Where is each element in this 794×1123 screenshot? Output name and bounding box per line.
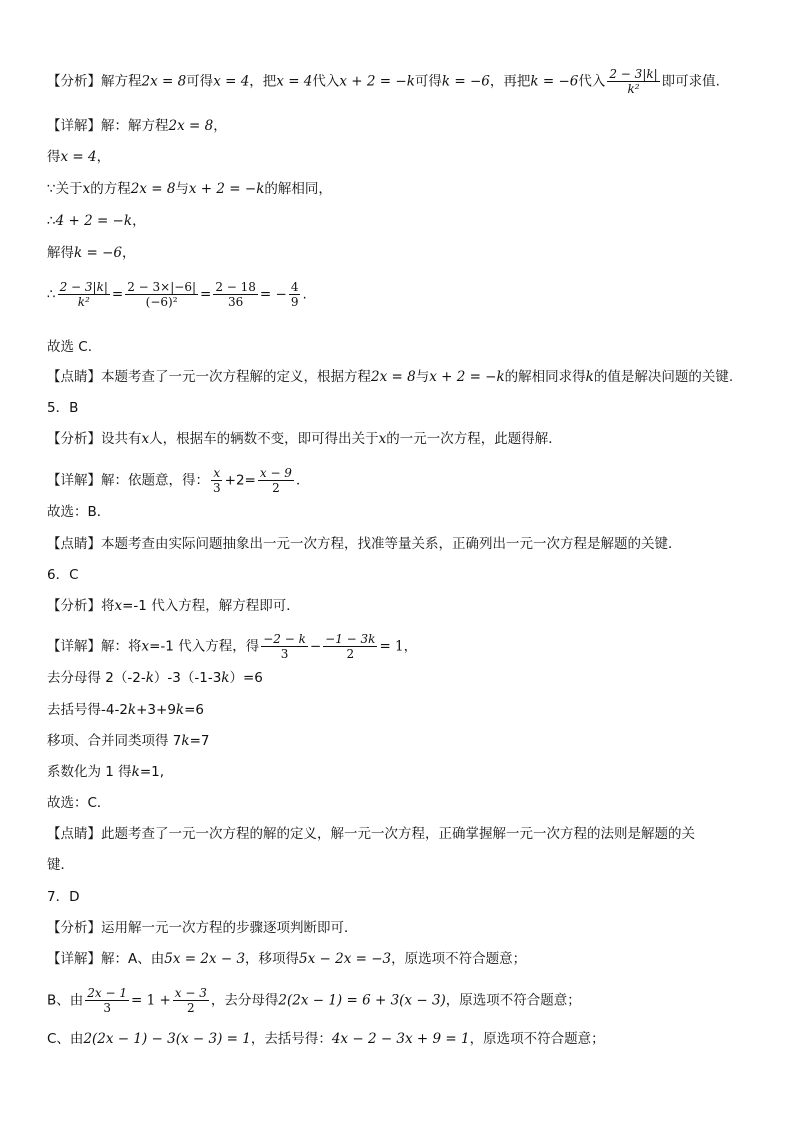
analysis-line-1: [47, 67, 720, 96]
q6-comment-cont: 键．: [47, 857, 74, 873]
fraction: $\frac{2 - 3|k|}{\text{k²}}$: [609, 67, 658, 96]
comment-line: 【点睛】本题考查了一元一次方程解的定义，根据方程2x = 8与x + 2 = −k的解相同求得k的值是解决问题的关键.: [47, 369, 734, 385]
fraction: $\frac{2 - 3|k|}{\text{k²}}$: [59, 280, 108, 309]
fraction: $\frac{x}{3}$: [213, 466, 221, 495]
q6-comment: 【点睛】此题考查了一元一次方程的解的定义，解一元一次方程，正确掌握解一元一次方程的法则是解题的关: [47, 826, 695, 842]
q6-step-1: 去分母得 2（-2-k）-3（-1-3k）=6: [47, 670, 263, 686]
fraction: $\frac{2x - 1}{3}$: [87, 986, 127, 1015]
fraction: $\frac{x - 3}{2}$: [174, 986, 207, 1015]
detail-line-3: ∵关于x的方程2x = 8与x + 2 = −k的解相同，: [47, 181, 332, 197]
math: 2x = 8: [141, 73, 187, 90]
math: x = 4: [213, 73, 250, 90]
q6-step-2: 去括号得-4-2k+3+9k=6: [47, 702, 205, 718]
text: ，再把: [489, 73, 531, 90]
fraction: $\frac{4}{9}$: [290, 280, 299, 309]
fraction: $\frac{2 - 18}{36}$: [215, 280, 256, 309]
text: 可得: [186, 73, 214, 90]
math: k = −6: [441, 73, 490, 90]
fraction: $\frac{2 - 3\times|-6|}{\text{(−6)²}}$: [127, 280, 197, 309]
q7-option-a: 【详解】解：A、由5x = 2x − 3，移项得5x − 2x = −3，原选项不符合题意；: [47, 951, 527, 967]
q6-step-3: 移项、合并同类项得 7k=7: [47, 733, 210, 749]
q6-choice: 故选：C．: [47, 795, 111, 811]
q5-analysis: 【分析】设共有x人，根据车的辆数不变，即可得出关于x的一元一次方程，此题得解．: [47, 431, 562, 447]
detail-line-2: 得x = 4，: [47, 149, 111, 165]
text: ，把: [249, 73, 277, 90]
fraction: $\frac{-2 - k}{3}$: [263, 632, 306, 661]
text: 即可求值.: [661, 73, 720, 90]
detail-line-4: ∴4 + 2 = −k，: [47, 213, 146, 229]
q5-comment: 【点睛】本题考查由实际问题抽象出一元一次方程，找准等量关系，正确列出一元一次方程是解题的关键．: [47, 536, 682, 552]
fraction: $\frac{x - 9}{2}$: [259, 466, 292, 495]
text: 代入: [578, 73, 606, 90]
q7-option-b: B、由 $\frac{2x - 1}{3}$ = 1 + $\frac{x - 3}{2}$ ，去分母得2(2x − 1) = 6 + 3(x − 3)，原选项不符合题意；: [47, 986, 581, 1015]
detail-line-1: 【详解】解：解方程2x = 8，: [47, 118, 227, 134]
detail-line-5: 解得k = −6，: [47, 245, 136, 261]
question-6-answer: 6．C: [47, 567, 79, 583]
text: 【分析】解方程: [47, 73, 142, 90]
question-7-answer: 7．D: [47, 889, 80, 905]
text: 代入: [312, 73, 340, 90]
choice-line: 故选 C.: [47, 339, 93, 355]
text: 可得: [414, 73, 442, 90]
math: k = −6: [530, 73, 579, 90]
q5-detail: 【详解】解：依题意，得： $\frac{x}{3}$ +2= $\frac{x - 9}{2}$ ．: [47, 466, 310, 495]
question-5-answer: 5．B: [47, 400, 79, 416]
math: x = 4: [276, 73, 313, 90]
q7-analysis: 【分析】运用解一元一次方程的步骤逐项判断即可．: [47, 920, 358, 936]
math: x + 2 = −k: [339, 73, 415, 90]
detail-line-6: ∴ $\frac{2 - 3|k|}{\text{k²}}$ = $\frac{2 - 3\times|-6|}{\text{(−6)²}}$ = $\frac{2 - 18}{36}$ = − $\frac{4}{9}$ .: [47, 280, 307, 309]
q6-step-4: 系数化为 1 得k=1,: [47, 764, 165, 780]
fraction: $\frac{-1 - 3k}{2}$: [325, 632, 376, 661]
q6-detail: 【详解】解：将x=-1 代入方程，得 $\frac{-2 - k}{3}$ − $\frac{-1 - 3k}{2}$ = 1，: [47, 632, 418, 661]
q6-analysis: 【分析】将x=-1 代入方程，解方程即可．: [47, 598, 300, 614]
q5-choice: 故选：B．: [47, 504, 111, 520]
q7-option-c: C、由2(2x − 1) − 3(x − 3) = 1，去括号得：4x − 2 − 3x + 9 = 1，原选项不符合题意；: [47, 1031, 605, 1047]
